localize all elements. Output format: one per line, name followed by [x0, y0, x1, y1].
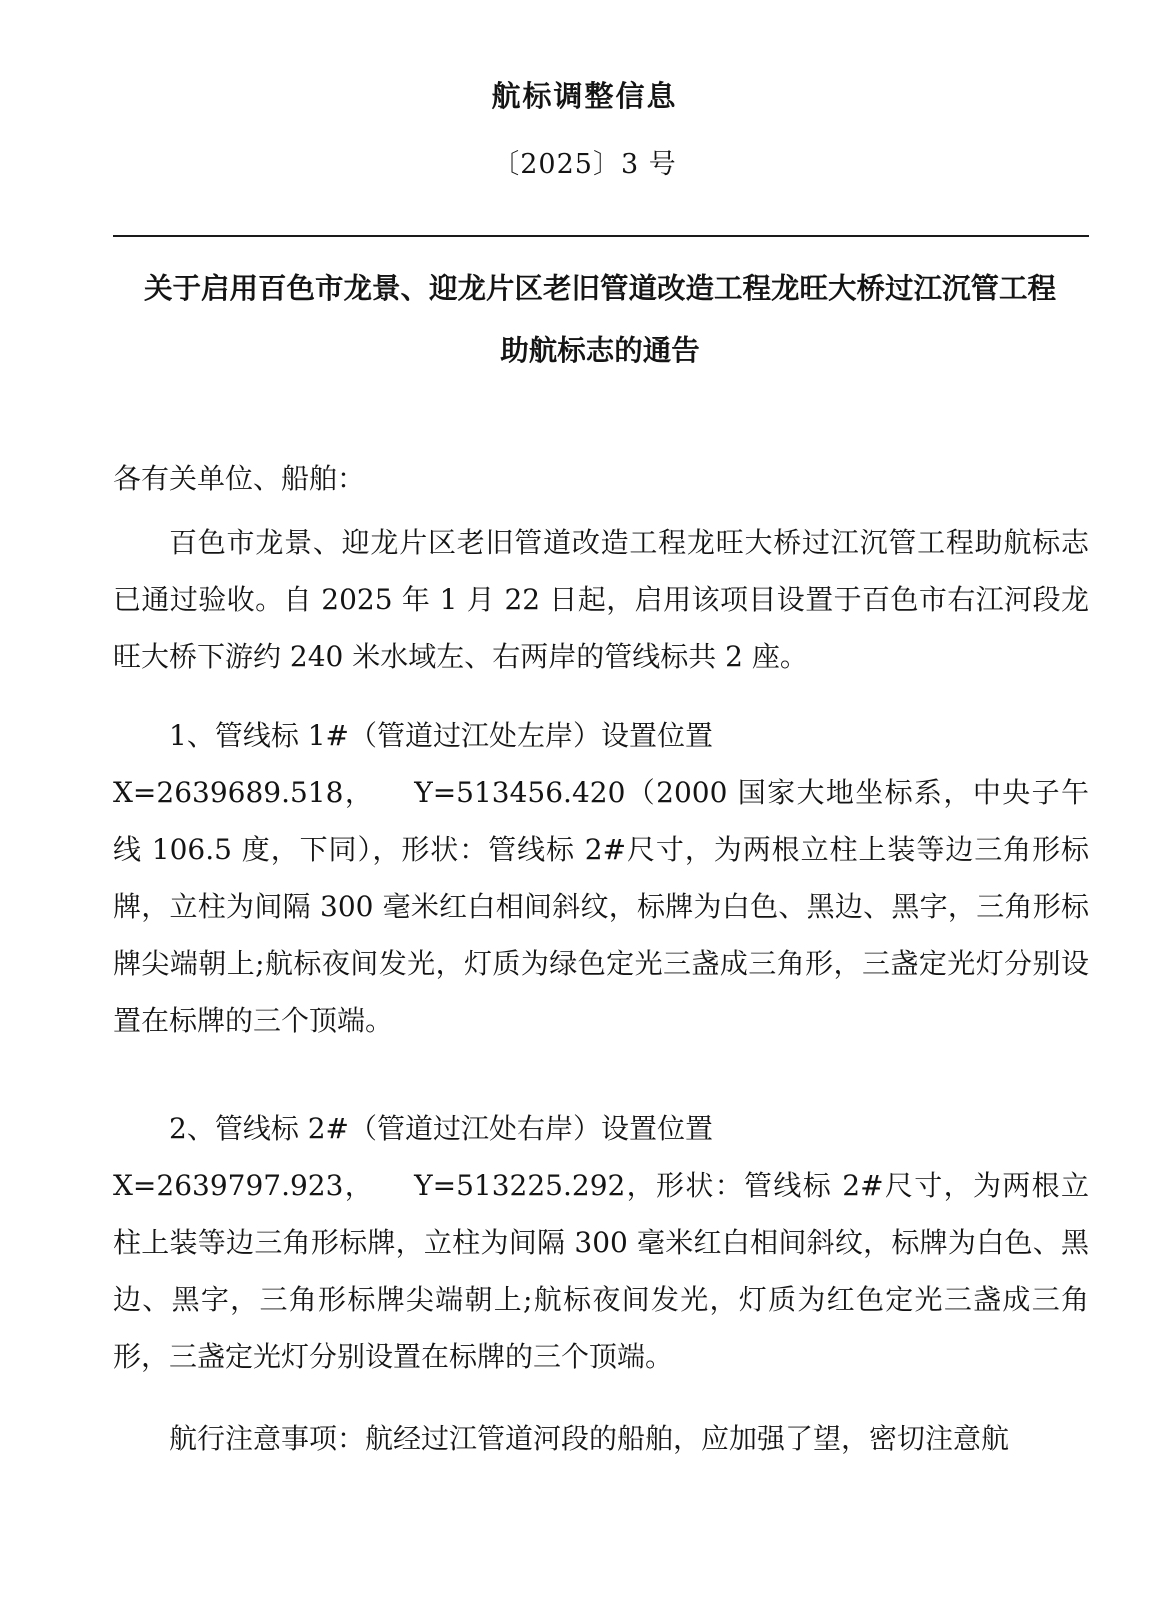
document-number: 〔2025〕3 号 [492, 149, 677, 180]
salutation: 各有关单位、船舶： [113, 462, 366, 495]
header-divider [113, 235, 1089, 237]
document-header-title: 航标调整信息 [491, 79, 678, 113]
marker-1-y-and-description: Y=513456.420（2000 国家大地坐标系，中央子午线 106.5 度，下同），形状：管线标 2#尺寸，为两根立柱上装等边三角形标牌，立柱为间隔 300 毫米红白相间斜纹，标牌为白色、黑边、黑字，三角形标牌尖端朝上;航标夜间发光，灯质为绿色定光三盏成三角形，三盏定光灯分别设置在标牌的三个顶端。 [113, 776, 1089, 1037]
notice-title-line-1: 关于启用百色市龙景、迎龙片区老旧管道改造工程龙旺大桥过江沉管工程 [143, 272, 1056, 305]
marker-1-section [113, 707, 1089, 1049]
marker-2-details [113, 1157, 1089, 1385]
marker-2-x-coordinate: X=2639797.923， [113, 1169, 375, 1202]
marker-2-section [113, 1100, 1089, 1385]
marker-1-x-coordinate: X=2639689.518， [113, 776, 375, 809]
notice-title-line-2: 助航标志的通告 [500, 334, 700, 367]
marker-2-y-and-description: Y=513225.292，形状：管线标 2#尺寸，为两根立柱上装等边三角形标牌，立柱为间隔 300 毫米红白相间斜纹，标牌为白色、黑边、黑字，三角形标牌尖端朝上;航标夜间发光，灯质为红色定光三盏成三角形，三盏定光灯分别设置在标牌的三个顶端。 [113, 1169, 1089, 1373]
marker-1-details [113, 764, 1089, 1049]
notice-title [100, 258, 1100, 382]
navigation-caution-paragraph: 航行注意事项：航经过江管道河段的船舶，应加强了望，密切注意航 [169, 1422, 1010, 1455]
intro-paragraph: 百色市龙景、迎龙片区老旧管道改造工程龙旺大桥过江沉管工程助航标志已通过验收。自 2025 年 1 月 22 日起，启用该项目设置于百色市右江河段龙旺大桥下游约 240 米水域左、右两岸的管线标共 2 座。 [113, 526, 1089, 673]
marker-1-heading: 1、管线标 1#（管道过江处左岸）设置位置 [169, 719, 713, 752]
marker-2-heading: 2、管线标 2#（管道过江处右岸）设置位置 [169, 1112, 713, 1145]
